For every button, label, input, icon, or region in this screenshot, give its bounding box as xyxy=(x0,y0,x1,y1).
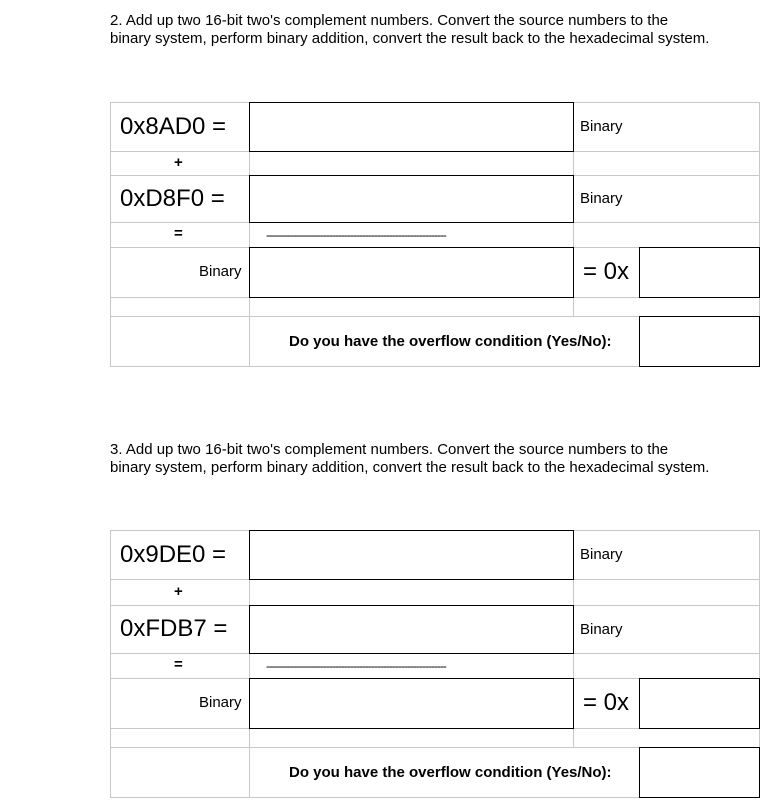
problem-3-instruction: 3. Add up two 16-bit two's complement numbers. Convert the source numbers to the binary system, perform binary addition, convert the result back to the hexadecimal system. xyxy=(110,441,710,476)
result-hex-input[interactable] xyxy=(639,247,760,298)
second-operand-label: 0xD8F0 = xyxy=(120,185,225,212)
second-operand-binary-input[interactable] xyxy=(249,605,574,654)
overflow-question: Do you have the overflow condition (Yes/No): xyxy=(289,333,612,350)
separator-line: ------------------------------------------------------------ xyxy=(266,228,446,242)
second-binary-label: Binary xyxy=(580,190,623,207)
first-binary-label: Binary xyxy=(580,546,623,563)
result-binary-input[interactable] xyxy=(249,247,574,298)
result-binary-label: Binary xyxy=(199,694,242,711)
result-hex-prefix: = 0x xyxy=(583,689,630,716)
result-binary-label: Binary xyxy=(199,263,242,280)
second-binary-label: Binary xyxy=(580,621,623,638)
overflow-question: Do you have the overflow condition (Yes/No): xyxy=(289,764,612,781)
result-hex-input[interactable] xyxy=(639,678,760,729)
separator-line: ------------------------------------------------------------ xyxy=(266,659,446,673)
plus-sign: + xyxy=(174,583,183,600)
result-binary-input[interactable] xyxy=(249,678,574,729)
first-binary-label: Binary xyxy=(580,118,623,135)
first-operand-binary-input[interactable] xyxy=(249,530,574,580)
grid-line xyxy=(110,102,111,366)
grid-line xyxy=(110,530,111,797)
first-operand-binary-input[interactable] xyxy=(249,102,574,152)
plus-sign: + xyxy=(174,154,183,171)
second-operand-binary-input[interactable] xyxy=(249,175,574,223)
second-operand-label: 0xFDB7 = xyxy=(120,615,228,642)
problem-2-instruction: 2. Add up two 16-bit two's complement numbers. Convert the source numbers to the binary system, perform binary addition, convert the result back to the hexadecimal system. xyxy=(110,12,710,47)
first-operand-label: 0x9DE0 = xyxy=(120,541,227,568)
equals-sign: = xyxy=(174,225,183,242)
first-operand-label: 0x8AD0 = xyxy=(120,113,227,140)
overflow-answer-input[interactable] xyxy=(639,316,760,367)
result-hex-prefix: = 0x xyxy=(583,258,630,285)
equals-sign: = xyxy=(174,656,183,673)
overflow-answer-input[interactable] xyxy=(639,747,760,798)
